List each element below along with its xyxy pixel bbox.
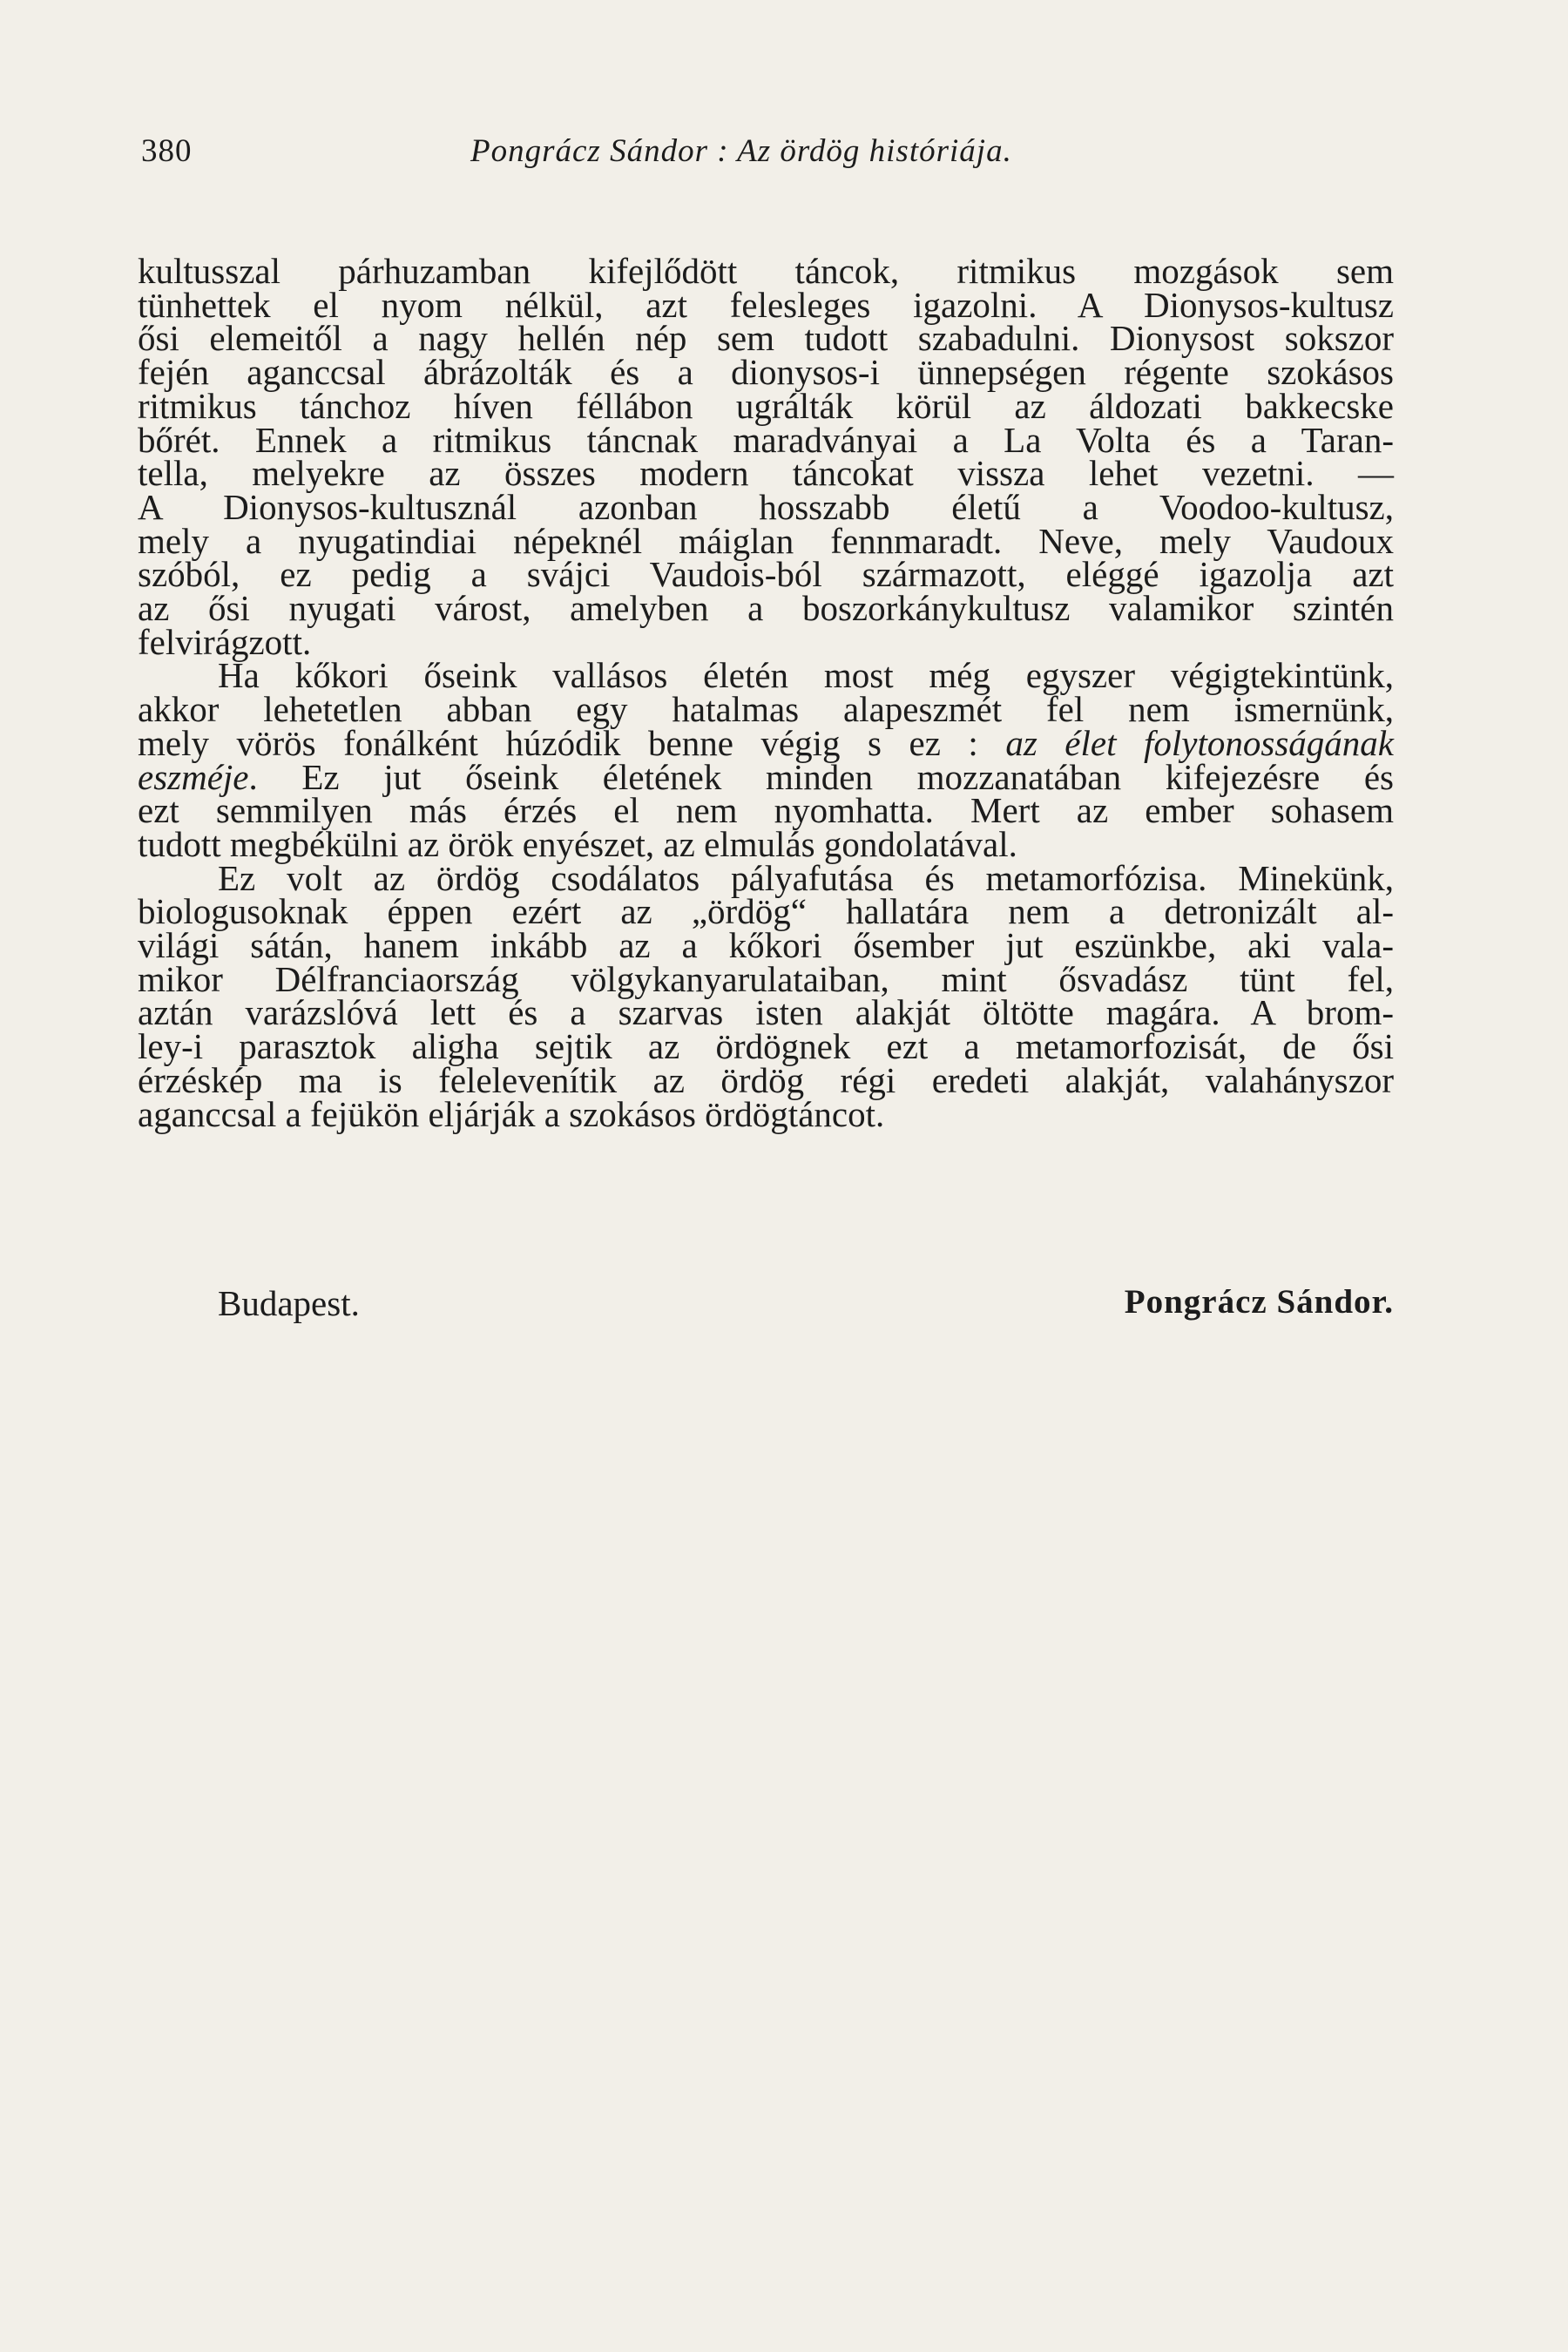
text-line-mixed — [138, 722, 1394, 763]
paragraph — [138, 857, 1394, 1134]
paragraph — [138, 251, 1394, 662]
text-line: Ez volt az ördög csodálatos pályafutása és metamorfózisa. Minekünk, — [218, 857, 1394, 898]
text-line: A Dionysos-kultusznál azonban hosszabb életű a Voodoo-kultusz, — [138, 486, 1394, 527]
text-line: tella, melyekre az összes modern táncokat vissza lehet vezetni. — — [138, 453, 1394, 494]
text-line: aztán varázslóvá lett és a szarvas isten alakját öltötte magára. A brom- — [138, 992, 1394, 1033]
text-line: az ősi nyugati várost, amelyben a boszorkánykultusz valamikor szintén — [138, 588, 1394, 629]
text-line: felvirágzott. — [138, 621, 312, 662]
italic-phrase: az élet folytonosságának — [1005, 722, 1394, 763]
text-line: Ha kőkori őseink vallásos életén most még egyszer végigtekintünk, — [218, 655, 1394, 696]
text-line: biologusoknak éppen ezért az „ördög“ hallatára nem a detronizált al- — [138, 891, 1394, 932]
text-line: akkor lehetetlen abban egy hatalmas alapeszmét fel nem ismernünk, — [138, 689, 1394, 730]
page-number: 380 — [141, 133, 193, 169]
text-line: ősi elemeitől a nagy hellén nép sem tudott szabadulni. Dionysost sokszor — [138, 318, 1394, 359]
article-body — [138, 251, 1394, 1134]
italic-phrase: eszméje — [138, 756, 249, 797]
author-signature: Pongrácz Sándor. — [1124, 1283, 1394, 1321]
text-line: tünhettek el nyom nélkül, azt felesleges igazolni. A Dionysos-kultusz — [138, 284, 1394, 325]
text-line: érzéskép ma is felelevenítik az ördög régi eredeti alakját, valahányszor — [138, 1059, 1394, 1100]
text-line: fején aganccsal ábrázolták és a dionysos-i ünnepségen régente szokásos — [138, 352, 1394, 393]
text-line: ezt semmilyen más érzés el nem nyomhatta. Mert az ember sohasem — [138, 790, 1394, 831]
text-line: ley-i parasztok aligha sejtik az ördögnek ezt a metamorfozisát, de ősi — [138, 1026, 1394, 1067]
text-line: szóból, ez pedig a svájci Vaudois-ból származott, eléggé igazolja azt — [138, 554, 1394, 595]
paragraph — [138, 655, 1394, 864]
text-line: mely a nyugatindiai népeknél máiglan fennmaradt. Neve, mely Vaudoux — [138, 520, 1394, 561]
text-line: ritmikus tánchoz híven féllábon ugrálták körül az áldozati bakkecske — [138, 385, 1394, 426]
text-line: bőrét. Ennek a ritmikus táncnak maradványai a La Volta és a Taran- — [138, 419, 1394, 460]
signature-row — [138, 1282, 1394, 1326]
text-line: kultusszal párhuzamban kifejlődött táncok, ritmikus mozgások sem — [138, 251, 1394, 291]
running-head — [141, 132, 1396, 176]
text-line: aganccsal a fejükön eljárják a szokásos ördögtáncot. — [138, 1093, 885, 1134]
text-line: világi sátán, hanem inkább az a kőkori ősember jut eszünkbe, aki vala- — [138, 925, 1394, 966]
running-title: Pongrácz Sándor : Az ördög históriája. — [470, 133, 1012, 169]
text-segment: mely vörös fonálként húzódik benne végig s ez : — [138, 722, 1006, 763]
text-line: tudott megbékülni az örök enyészet, az elmulás gondolatával. — [138, 823, 1017, 864]
text-line-mixed — [138, 756, 1394, 797]
text-segment: . Ez jut őseink életének minden mozzanatában kifejezésre és — [248, 756, 1394, 797]
place-name: Budapest. — [218, 1283, 360, 1323]
text-line: mikor Délfranciaország völgykanyarulataiban, mint ősvadász tünt fel, — [138, 958, 1394, 999]
